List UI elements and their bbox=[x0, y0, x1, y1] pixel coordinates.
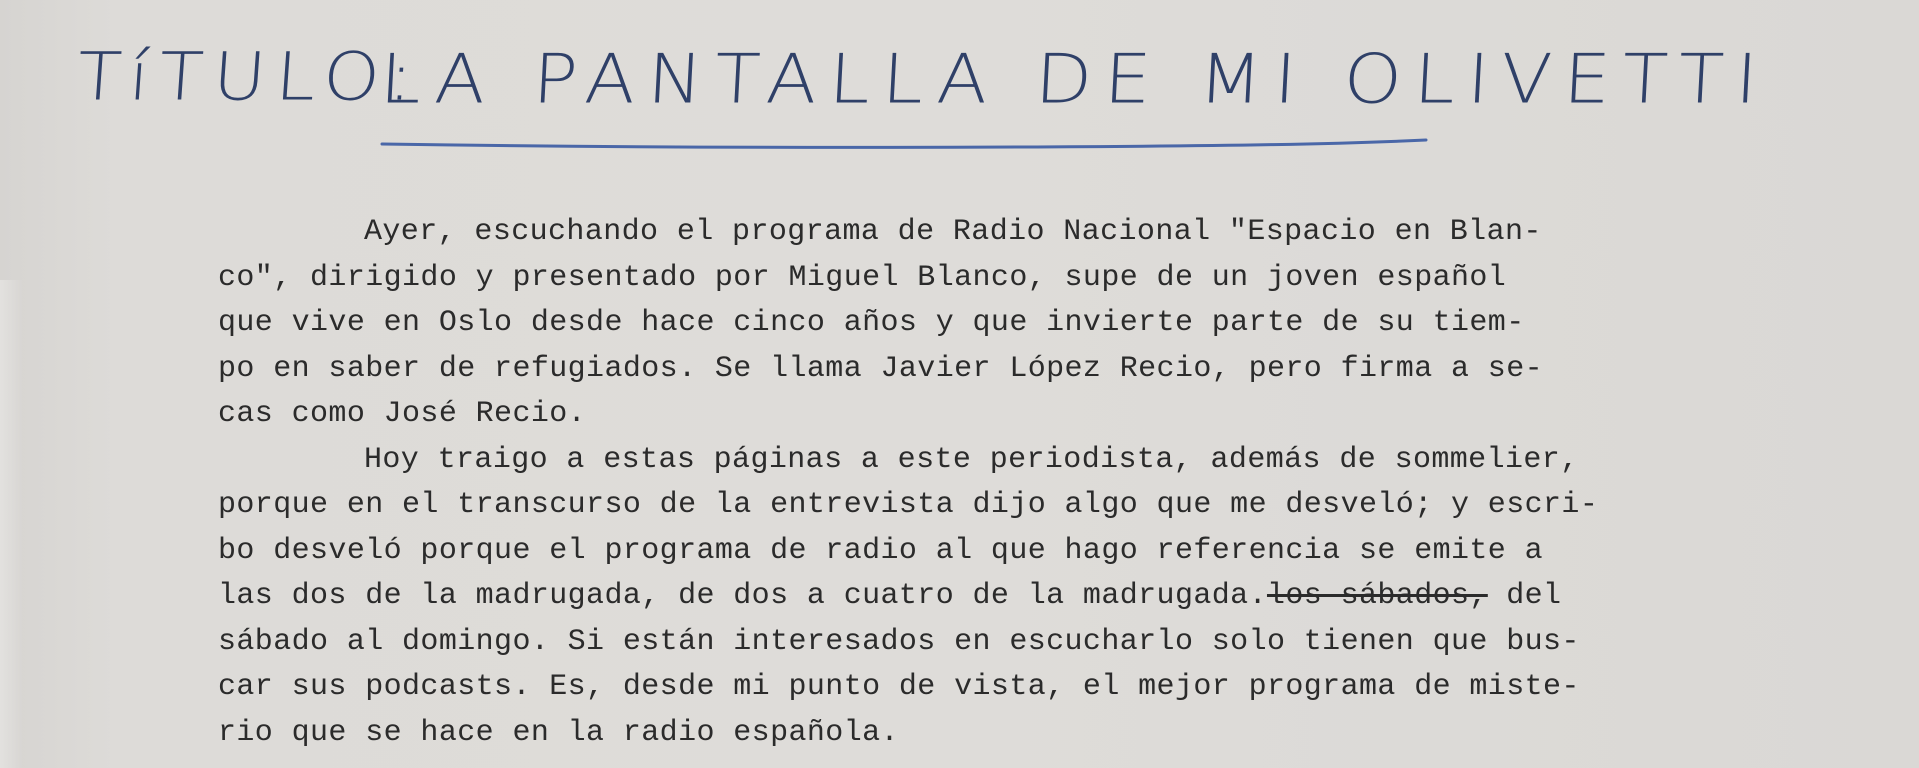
page-edge-shadow bbox=[0, 280, 22, 768]
body-line: rio que se hace en la radio española. bbox=[218, 715, 899, 750]
title-value: LA PANTALLA DE MI OLIVETTI bbox=[377, 40, 1772, 120]
body-line: que vive en Oslo desde hace cinco años y que invierte parte de su tiem- bbox=[218, 306, 1525, 340]
body-line: bo desveló porque el programa de radio al que hago referencia se emite a bbox=[218, 533, 1544, 568]
body-line: car sus podcasts. Es, desde mi punto de vista, el mejor programa de miste- bbox=[218, 670, 1580, 704]
body-line-text: del bbox=[1487, 579, 1562, 613]
body-line: cas como José Recio. bbox=[218, 397, 587, 431]
body-line: porque en el transcurso de la entrevista dijo algo que me desveló; y escri- bbox=[218, 488, 1599, 522]
title-underline bbox=[380, 136, 1430, 150]
struck-out-text: los sábados, bbox=[1266, 579, 1488, 613]
body-line: sábado al domingo. Si están interesados en escucharlo solo tienen que bus- bbox=[218, 624, 1580, 659]
body-line-text: las dos de la madrugada, de dos a cuatro de la madrugada. bbox=[218, 579, 1267, 613]
body-line: co", dirigido y presentado por Miguel Blanco, supe de un joven español bbox=[218, 260, 1507, 295]
typewritten-body bbox=[218, 210, 1758, 756]
body-line: Hoy traigo a estas páginas a este periodista, además de sommelier, bbox=[364, 442, 1579, 477]
body-line bbox=[218, 574, 1758, 620]
body-line: Ayer, escuchando el programa de Radio Nacional "Espacio en Blan- bbox=[364, 215, 1542, 249]
handwritten-title bbox=[0, 0, 1919, 160]
body-line: po en saber de refugiados. Se llama Javier López Recio, pero firma a se- bbox=[218, 351, 1544, 386]
title-label: TíTULO: bbox=[74, 38, 426, 116]
